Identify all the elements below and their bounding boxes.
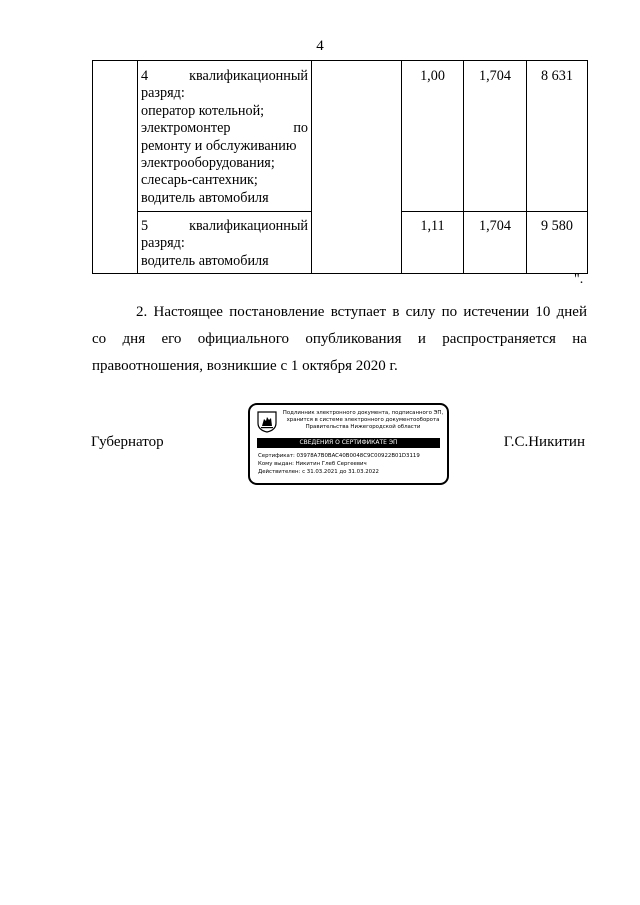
paragraph-line: правоотношения, возникшие с 1 октября 2020 г. <box>92 358 398 374</box>
row-title-line: 4 квалификационный <box>141 68 308 84</box>
row-title-line: 5 квалификационный <box>141 218 308 234</box>
certificate-owner: Кому выдан: Никитин Глеб Сергеевич <box>258 461 367 467</box>
paragraph-line: 2. Настоящее постановление вступает в силу по истечении 10 дней <box>136 304 587 320</box>
page-number: 4 <box>316 38 324 54</box>
table-col-divider <box>311 60 312 274</box>
factor-cell: 1,704 <box>479 68 511 84</box>
table-col-divider <box>401 60 402 274</box>
e-signature-stamp <box>248 403 449 485</box>
table-row-divider <box>401 211 588 212</box>
table-col-divider <box>526 60 527 274</box>
certificate-number: Сертификат: 03978A7B0BAC40B0048C9C00922B01D3119 <box>258 453 420 459</box>
salary-table <box>0 0 640 290</box>
coat-of-arms-icon <box>257 411 277 433</box>
table-row: 5 квалификационный разряд: водитель автомобиля <box>141 218 308 269</box>
stamp-header: Подлинник электронного документа, подписанного ЭП, хранится в системе электронного документооборота Правительства Нижегородской области <box>282 410 444 430</box>
stamp-details <box>258 452 420 476</box>
table-border-top <box>92 60 588 61</box>
table-row-divider <box>137 211 312 212</box>
factor-cell: 1,704 <box>479 218 511 234</box>
row-text-line: электромонтер по <box>141 120 308 137</box>
signatory-name: Г.С.Никитин <box>503 434 585 450</box>
table-border-left <box>92 60 93 274</box>
coefficient-cell: 1,11 <box>420 218 445 234</box>
table-col-divider <box>463 60 464 274</box>
paragraph-line: со дня его официального опубликования и распространяется на <box>92 331 587 347</box>
salary-cell: 9 580 <box>541 218 573 234</box>
stamp-title-bar: СВЕДЕНИЯ О СЕРТИФИКАТЕ ЭП <box>257 438 440 448</box>
signatory-position: Губернатор <box>91 434 164 450</box>
body-paragraph <box>92 299 587 380</box>
table-row: 4 квалификационный разряд: оператор котельной; электромонтер по ремонту и обслуживанию электрооборудования; слесарь-сантехник; водитель автомобиля <box>141 68 308 206</box>
table-col-divider <box>137 60 138 274</box>
table-border-bottom <box>92 273 588 274</box>
table-border-right <box>587 60 588 274</box>
certificate-validity: Действителен: с 31.03.2021 до 31.03.2022 <box>258 469 379 475</box>
closing-quote: ". <box>574 272 584 287</box>
salary-cell: 8 631 <box>541 68 573 84</box>
coefficient-cell: 1,00 <box>420 68 445 84</box>
